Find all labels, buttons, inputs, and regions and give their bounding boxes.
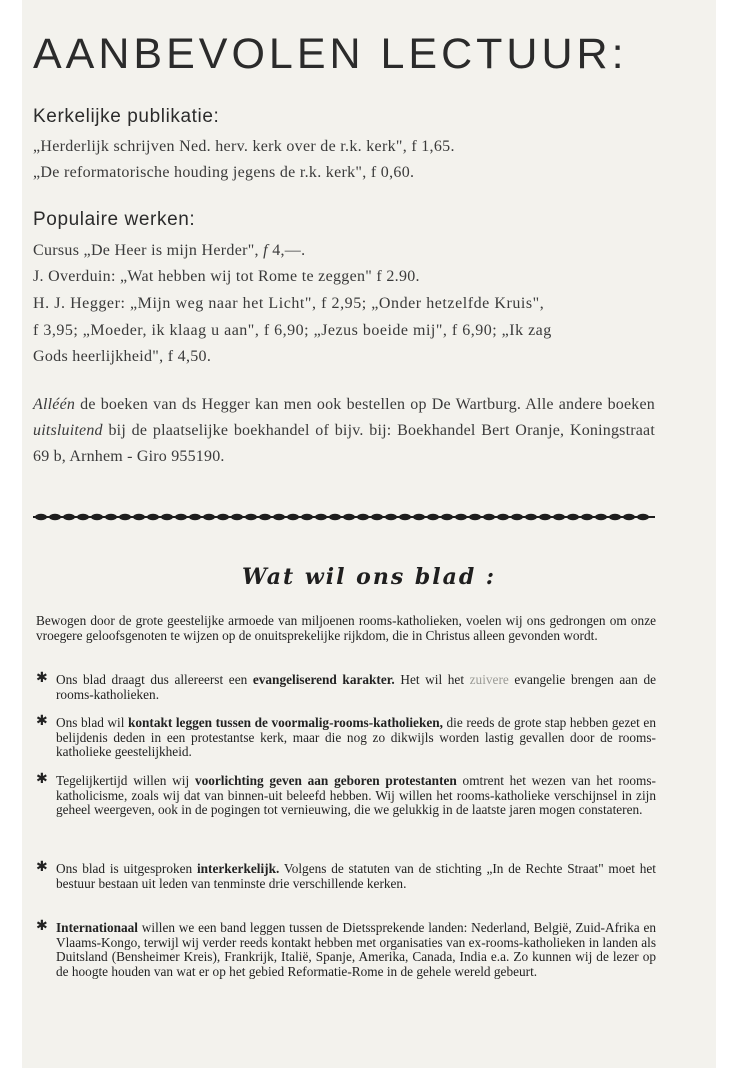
divider-ornament [105,514,117,520]
populair-line-5: Gods heerlijkheid", f 4,50. [33,348,212,365]
point-2-text-a: Ons blad wil [56,715,128,730]
star-icon: ✱ [36,671,48,686]
point-1-text-c: Het wil het [394,672,470,687]
divider-ornament [119,514,131,520]
populair-line-3: H. J. Hegger: „Mijn weg naar het Licht", f 2,95; „Onder hetzelfde Kruis", [33,295,545,312]
page-paper [22,0,716,1068]
page-title: AANBEVOLEN LECTUUR: [33,30,628,78]
star-icon: ✱ [36,714,48,729]
divider-ornament [175,514,187,520]
divider-ornament [441,514,453,520]
divider-ornament [399,514,411,520]
divider-ornament [595,514,607,520]
point-1-text-d: zuivere [469,672,509,687]
divider-ornament [329,514,341,520]
populair-line-1 [33,242,305,260]
point-1-emphasis: evangeliserend karakter. [252,672,395,687]
divider-ornament [203,514,215,520]
populair-line-1-text: Cursus „De Heer is mijn Herder", [33,242,264,259]
kerkelijk-line-1: „Herderlijk schrijven Ned. herv. kerk over de r.k. kerk", f 1,65. [33,138,455,155]
divider-ornament [525,514,537,520]
divider-ornament [623,514,635,520]
divider-ornament [539,514,551,520]
section-heading-populair: Populaire werken: [33,209,196,230]
divider-ornament [483,514,495,520]
populair-line-4: f 3,95; „Moeder, ik klaag u aan", f 6,90; „Jezus boeide mij", f 6,90; „Ik zag [33,322,552,339]
blad-point-internationaal [36,921,656,979]
star-icon: ✱ [36,772,48,787]
divider-ornament [245,514,257,520]
ornamental-divider [33,512,655,522]
point-1-text-a: Ons blad draagt dus allereerst een [56,672,253,687]
divider-ornament [497,514,509,520]
divider-ornament [455,514,467,520]
divider-ornament [581,514,593,520]
point-5-emphasis: Internationaal [56,920,139,935]
section-heading-kerkelijk: Kerkelijke publikatie: [33,106,220,127]
divider-ornament [301,514,313,520]
blad-point-interkerkelijk [36,862,656,891]
divider-ornament [511,514,523,520]
blad-point-kontakt [36,716,656,760]
kerkelijk-line-2: „De reformatorische houding jegens de r.k. kerk", f 0,60. [33,164,415,181]
blad-intro: Bewogen door de grote geestelijke armoede van miljoenen rooms-katholieken, voelen wij ons gedrongen om onze vroegere geloofsgenoten te wijzen op de onuitsprekelijke rijkdom, die in Christus alleen gevonden wordt. [36,613,656,643]
blad-point-voorlichting [36,774,656,818]
divider-ornament [147,514,159,520]
divider-ornament [609,514,621,520]
populair-line-2: J. Overduin: „Wat hebben wij tot Rome te zeggen" f 2.90. [33,268,420,285]
point-1-text-e: evangelie brengen aan de rooms-katholieken. [56,672,656,702]
divider-ornament [63,514,75,520]
divider-ornament [133,514,145,520]
divider-ornament [385,514,397,520]
divider-ornament [35,514,47,520]
note-uitsluitend: uitsluitend [33,422,103,439]
point-3-emphasis: voorlichting geven aan geboren protestanten [194,773,457,788]
point-4-text-a: Ons blad is uitgesproken [56,861,197,876]
divider-ornament [357,514,369,520]
divider-ornament [259,514,271,520]
point-4-emphasis: interkerkelijk. [196,861,280,876]
divider-ornament [77,514,89,520]
note-part-2: bij de plaatselijke boekhandel of bijv. bij: Boekhandel Bert Oranje, Koningstraat 69 b, Arnhem - Giro 955190. [33,422,655,465]
star-icon: ✱ [36,919,48,934]
bestel-note [33,392,655,470]
divider-ornament [371,514,383,520]
divider-ornament [49,514,61,520]
point-2-emphasis: kontakt leggen tussen de voormalig-rooms-katholieken, [127,715,443,730]
star-icon: ✱ [36,860,48,875]
point-2-text-c: die reeds de grote stap hebben gezet en belijdenis deden in een protestantse kerk, maar die nog zo dikwijls worden lastig gevallen door de rooms-katholieke geestelijkheid. [56,715,656,759]
point-3-text-a: Tegelijkertijd willen wij [56,773,195,788]
divider-ornament [217,514,229,520]
divider-ornament [469,514,481,520]
divider-ornament [567,514,579,520]
divider-ornament [413,514,425,520]
divider-ornament [189,514,201,520]
divider-ornament [161,514,173,520]
populair-line-1-price: 4,—. [267,242,306,259]
divider-ornament [427,514,439,520]
divider-ornament [553,514,565,520]
blad-heading: Wat wil ons blad : [241,564,497,590]
point-4-text-c: Volgens de statuten van de stichting „In de Rechte Straat" moet het bestuur bestaan uit leden van tenminste drie verschillende kerken. [56,861,657,891]
divider-ornament [273,514,285,520]
populair-line-1-currency: f [263,242,268,259]
point-5-text-c: willen we een band leggen tussen de Dietssprekende landen: Nederland, België, Zuid-Afrika en Vlaams-Kongo, terwijl wij verder reeds kontakt hebben met organisaties van ex-rooms-katholieken in landen als Duitsland (Bensheimer Kreis), Frankrijk, Italië, Spanje, Amerika, Canada, India e.a. Zo kunnen wij de lezer op de hoogte houden van wat er op het gebied Reformatie-Rome in de gehele wereld gebeurt. [56,920,656,979]
divider-ornament [315,514,327,520]
divider-ornament [231,514,243,520]
note-part-1: de boeken van ds Hegger kan men ook bestellen op De Wartburg. Alle andere boeken [75,396,655,413]
divider-ornament [343,514,355,520]
divider-ornament [91,514,103,520]
blad-point-evangeliserend [36,673,656,702]
divider-ornament [287,514,299,520]
note-alleen: Alléén [33,396,76,413]
point-3-text-c: omtrent het wezen van het rooms-katholicisme, zoals wij dat van binnen-uit beleefd hebben. Wij willen het rooms-katholieke verschijnsel in zijn geheel weergeven, ook in de pogingen tot vernieuwing, die we gelukkig in de laatste jaren mogen constateren. [56,773,656,817]
divider-ornament [637,514,649,520]
